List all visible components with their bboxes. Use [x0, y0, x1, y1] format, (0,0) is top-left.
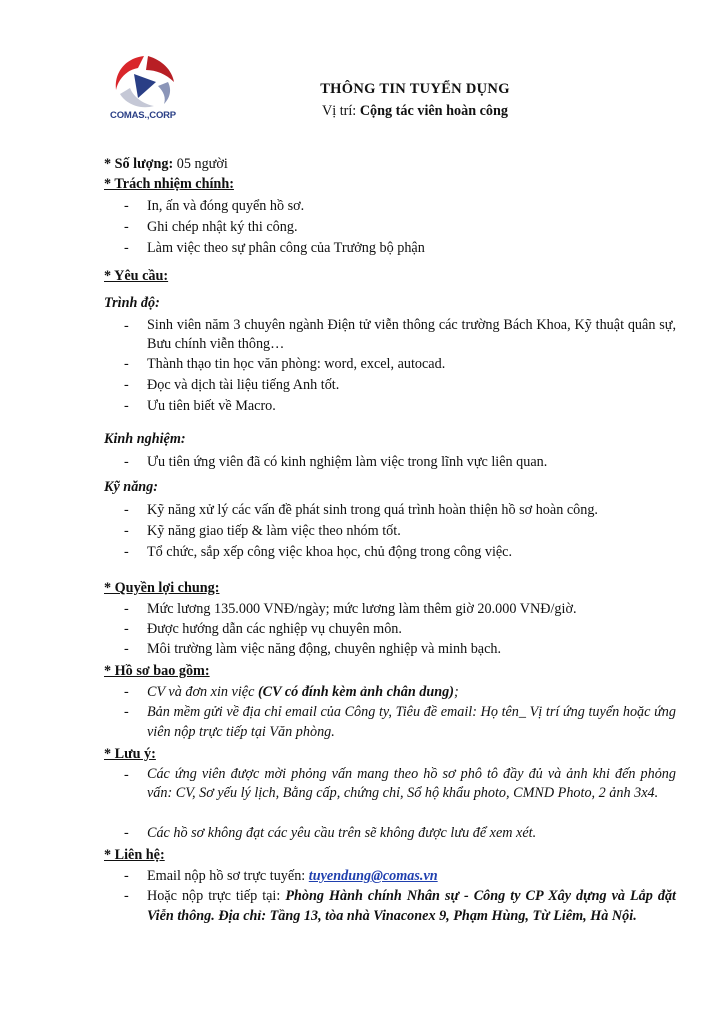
position-line [260, 101, 570, 121]
list-item-text: Thành thạo tin học văn phòng: word, excel, autocad. [147, 356, 446, 372]
list-item-text: Làm việc theo sự phân công của Trưởng bộ phận [147, 240, 425, 256]
logo-text: COMAS.,CORP [110, 110, 176, 121]
list-item-text: Các ứng viên được mời phỏng vấn mang theo hồ sơ phô tô đầy đủ và ảnh khi đến phỏng vấn: CV, Sơ yếu lý lịch, Bằng cấp, chứng chỉ, Sổ hộ khẩu photo, CMND Photo, 2 ảnh 3x4. [147, 766, 676, 801]
notes-heading: * Lưu ý: [104, 746, 156, 762]
office-label: Hoặc nộp trực tiếp tại: [147, 888, 286, 904]
list-item-text: Mức lương 135.000 VNĐ/ngày; mức lương làm thêm giờ 20.000 VNĐ/giờ. [147, 601, 577, 617]
document-item-suffix: ; [454, 684, 459, 700]
contact-heading: * Liên hệ: [104, 847, 165, 863]
list-item-text: Môi trường làm việc năng động, chuyên nghiệp và minh bạch. [147, 641, 502, 657]
position-label: Vị trí: [321, 103, 360, 119]
quantity-line [104, 154, 228, 174]
list-item-text: Đọc và dịch tài liệu tiếng Anh tốt. [147, 377, 340, 393]
responsibilities-heading: * Trách nhiệm chính: [104, 176, 234, 192]
list-item-text [147, 682, 676, 702]
list-item-text: Ghi chép nhật ký thi công. [147, 219, 298, 235]
skills-title: Kỹ năng: [104, 479, 158, 495]
list-item-text [147, 866, 676, 886]
education-title: Trình độ: [104, 295, 160, 311]
position-value: Cộng tác viên hoàn công [359, 103, 509, 119]
requirements-heading: * Yêu cầu: [104, 268, 169, 284]
documents-heading: * Hồ sơ bao gồm: [104, 663, 210, 679]
page-title: THÔNG TIN TUYỂN DỤNG [320, 81, 510, 97]
quantity-value: 05 người [173, 156, 228, 172]
office-address: Phòng Hành chính Nhân sự - Công ty CP Xây dựng và Lắp đặt Viễn thông. Địa chỉ: Tầng 13, tòa nhà Vinaconex 9, Phạm Hùng, Từ Liêm, Hà Nội. [147, 888, 676, 924]
list-item-text [147, 886, 676, 926]
list-item-text: Bản mềm gửi về địa chỉ email của Công ty, Tiêu đề email: Họ tên_ Vị trí ứng tuyển hoặc ứng viên nộp trực tiếp tại Văn phòng. [147, 704, 676, 740]
list-item-text: Các hồ sơ không đạt các yêu cầu trên sẽ không được lưu để xem xét. [147, 825, 537, 841]
list-item-text: Ưu tiên ứng viên đã có kinh nghiệm làm việc trong lĩnh vực liên quan. [147, 454, 548, 470]
email-label: Email nộp hồ sơ trực tuyến: [147, 868, 309, 884]
list-item-text: Tổ chức, sắp xếp công việc khoa học, chủ động trong công việc. [147, 544, 513, 560]
list-item-text: In, ấn và đóng quyển hồ sơ. [147, 198, 305, 214]
experience-title: Kinh nghiệm: [104, 431, 186, 447]
logo-mark [104, 52, 182, 112]
list-item-text: Kỹ năng xử lý các vấn đề phát sinh trong quá trình hoàn thiện hồ sơ hoàn công. [147, 502, 598, 518]
document-item-text: CV và đơn xin việc [147, 684, 258, 700]
document-item-emphasis: (CV có đính kèm ảnh chân dung) [257, 684, 454, 700]
email-link[interactable]: tuyendung@comas.vn [308, 868, 438, 884]
list-item-text: Kỹ năng giao tiếp & làm việc theo nhóm tốt. [147, 523, 401, 539]
list-item-text: Ưu tiên biết về Macro. [147, 398, 276, 414]
list-item-text: Được hướng dẫn các nghiệp vụ chuyên môn. [147, 621, 402, 637]
quantity-label: * Số lượng: [104, 156, 174, 172]
company-logo [104, 52, 182, 124]
list-item-text: Sinh viên năm 3 chuyên ngành Điện tử viễn thông các trường Bách Khoa, Kỹ thuật quân sự, Bưu chính viễn thông… [147, 317, 676, 352]
benefits-heading: * Quyền lợi chung: [104, 580, 220, 596]
